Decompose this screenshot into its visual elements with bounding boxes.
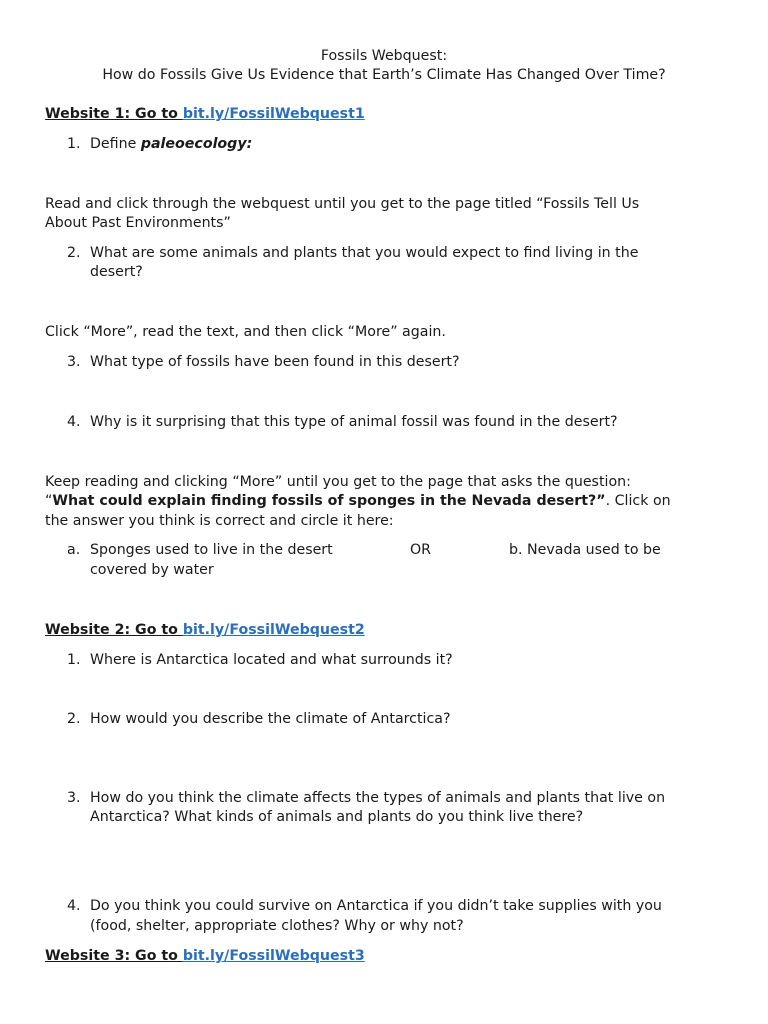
page-title: How do Fossils Give Us Evidence that Earth’s Climate Has Changed Over Time?: [102, 67, 666, 83]
w1-q4-number: 4.: [67, 414, 81, 430]
title-line-1: Fossils Webquest:: [320, 48, 448, 64]
w1-instruction-3-question: What could explain finding fossils of sponges in the Nevada desert?”: [52, 493, 606, 509]
website-1-heading: [45, 104, 365, 124]
w1-instruction-2: Click “More”, read the text, and then click “More” again.: [45, 324, 446, 340]
w1-instruction-3-line-1: Keep reading and clicking “More” until you get to the page that asks the question:: [45, 474, 631, 490]
w1-instruction-1-line-1: Read and click through the webquest until you get to the page titled “Fossils Tell Us: [45, 196, 640, 212]
w1-option-a-letter: a.: [67, 542, 81, 558]
w1-option-a-line-1: Sponges used to live in the desert: [90, 542, 333, 558]
w1-q1-number: 1.: [67, 136, 81, 152]
website-3-heading: [45, 946, 365, 966]
w1-instruction-3-open-quote: “: [45, 493, 53, 509]
website-2-heading: [45, 620, 365, 640]
w1-q1-text: Define: [90, 136, 141, 152]
website-3-label: Website 3: Go to: [45, 948, 183, 964]
w1-q2-number: 2.: [67, 245, 81, 261]
w1-instruction-3-line-2: [45, 491, 671, 511]
w1-option-b: b. Nevada used to be: [509, 542, 661, 558]
w1-q3-number: 3.: [67, 354, 81, 370]
website-2-label: Website 2: Go to: [45, 622, 183, 638]
w2-q4-line-2: (food, shelter, appropriate clothes? Why or why not?: [90, 918, 464, 934]
w1-q1-question: [90, 134, 252, 154]
w1-option-or: OR: [410, 542, 432, 558]
w1-instruction-1-line-2: About Past Environments”: [45, 215, 231, 231]
website-1-label: Website 1: Go to: [45, 106, 183, 122]
w1-instruction-3-after: . Click on: [605, 493, 671, 509]
w2-q3-number: 3.: [67, 790, 81, 806]
w1-q2-line-1: What are some animals and plants that you would expect to find living in the: [90, 245, 639, 261]
w1-q3-text: What type of fossils have been found in this desert?: [90, 354, 460, 370]
w2-q2-text: How would you describe the climate of Antarctica?: [90, 711, 451, 727]
website-3-link[interactable]: bit.ly/FossilWebquest3: [182, 948, 365, 964]
w2-q1-text: Where is Antarctica located and what surrounds it?: [90, 652, 453, 668]
website-1-link[interactable]: bit.ly/FossilWebquest1: [182, 106, 365, 122]
w2-q3-line-2: Antarctica? What kinds of animals and plants do you think live there?: [90, 809, 584, 825]
website-2-link[interactable]: bit.ly/FossilWebquest2: [182, 622, 365, 638]
w2-q4-line-1: Do you think you could survive on Antarctica if you didn’t take supplies with you: [90, 898, 662, 914]
w2-q1-number: 1.: [67, 652, 81, 668]
w1-q1-term: paleoecology:: [140, 136, 253, 152]
w1-q4-text: Why is it surprising that this type of animal fossil was found in the desert?: [90, 414, 618, 430]
w2-q4-number: 4.: [67, 898, 81, 914]
w1-q2-line-2: desert?: [90, 264, 143, 280]
w1-instruction-3-line-3: the answer you think is correct and circle it here:: [45, 513, 394, 529]
w2-q2-number: 2.: [67, 711, 81, 727]
w1-option-a-line-2: covered by water: [90, 562, 214, 578]
w2-q3-line-1: How do you think the climate affects the types of animals and plants that live on: [90, 790, 666, 806]
